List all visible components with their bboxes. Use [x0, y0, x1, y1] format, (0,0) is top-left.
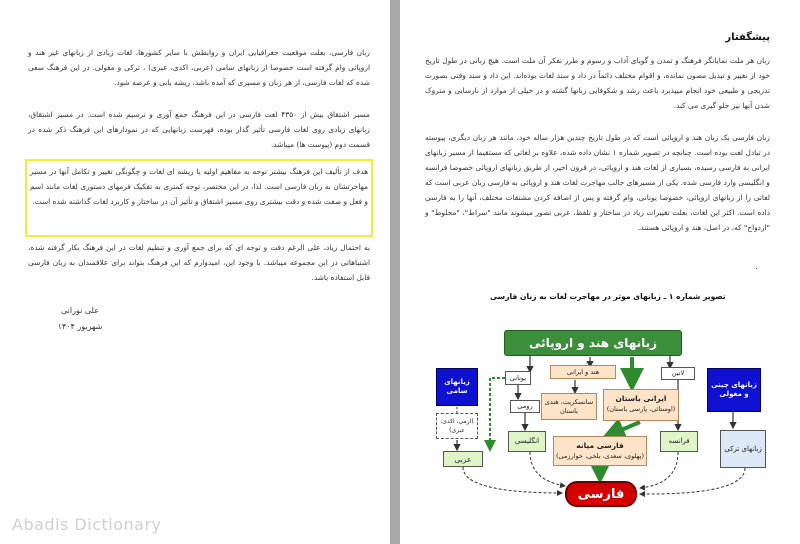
persian-box: فارسی — [565, 481, 637, 507]
french-box: فرانسه — [660, 431, 698, 452]
left-paragraph-2: مسیر اشتقاق بیش از ۴۳۵۰ لغت فارسی در این فرهنگ جمع آوری و ترسیم شده است. در مسیر اشتقاق، زبانهای زیادی روی لغات فارسی تأثیر گذار بوده، فهرست زبانهایی که در نمودارهای این فرهنگ ذکر شده در قسمت دوم (پیوست ها) میباشد. — [28, 110, 370, 149]
left-paragraph-1: زبان فارسی، بعلت موقعیت جغرافیایی ایران و روابطش با سایر کشورها، لغات زیادی از زبانهای غیر هند و اروپائی وام گرفته است خصوصا از زبانهای سامی (عربی، اکدی، عبری) ، ترکی و مغولی. در این فرهنگ سعی شده که لغات فارسی، از هر زبان و مسیری که آمده باشد، ریشه یابی و عرضه شود. — [28, 48, 370, 87]
date: شهریور ۱۴۰۴ — [57, 322, 103, 331]
semitic-box: زبانهای سامی — [436, 368, 478, 406]
chinese-mongol-box: زبانهای چینی و مغولی — [707, 368, 761, 412]
latin-box: لاتین — [661, 367, 695, 380]
middle-persian-title: فارسی میانه — [576, 441, 624, 450]
roman-box: رومی — [510, 400, 540, 413]
left-paragraph-4: به احتمال زیاد، علی الرغم دقت و توجه ای که برای جمع آوری و تنظیم لغات در این فرهنگ بکار گرفته شده، اشتباهاتی در این مجموعه میباشد. با وجود این، امیدوارم که این فرهنگ بتواند برای علاقمندان به زبان فارسی قابل استفاده باشد. — [28, 243, 370, 282]
middle-persian-box — [553, 436, 647, 466]
middle-persian-sub: (پهلوی، سغدی، بلخی، خوارزمی) — [556, 452, 644, 460]
author-name: علی نورانی — [61, 306, 99, 315]
list-dot: . — [755, 262, 758, 272]
right-paragraph-1: زبان هر ملت نمایانگر فرهنگ و تمدن و گویای آداب و رسوم و طرز تفکر آن ملت است. هیچ زبانی در طول تاریخ خود از تغییر و تبدیل مصون نمانده، و اقوام مختلف دائماً در داد و ستد لغات بوده‌اند. این داد و ستد وقتی بصورت تدریجی و طبیعی خود انجام میپذیرد باعث رشد و شکوفایی زبانها گشته و در خیلی از موارد از نارسایی و متروک شدن آنها نیز جلو گیری می کند. — [425, 56, 770, 110]
page-heading: پیشگفتار — [725, 32, 770, 43]
greek-box: یونانی — [505, 371, 531, 385]
sanskrit-box: سانسکریت، هندی باستان — [541, 393, 597, 420]
english-box: انگلیسی — [508, 431, 546, 452]
semitic-sub-box: (ارمی، اکدی، عبری) — [436, 413, 478, 439]
right-paragraph-2: زبان فارسی یک زبان هند و اروپائی است که در طول تاریخ چندین هزار ساله خود، مانند هر زبان دیگری، پیوسته در تبادل لغت بوده است. چنانچه در تصویر شماره ۱ نشان داده شده، علاوه بر لغاتی که مستقیما از مسیر زبانهای ایرانی به فارسی رسیده، بسیاری از لغات هند و اروپائی، در قرون اخیر، از طریق زبانهای اروپائی خصوصا فرانسه و انگلیسی وارد فارسی شده. یکی از مسیرهای جالب مهاجرت لغات هند و اروپائی به فارسی زبان عربی است که لغاتی را از زبانهای اروپائی، خصوصا یونانی، وام گرفته و پس از اضافه کردن مشتقات مختلف، آنها را به فارسی داده است. اکثر این لغات، بعلت تغییرات زیاد در ساختار و تلفظ، عربی تصور میشوند مانند "سراط"، "مخلوط" و "ازدواج" که، در اصل، هند و اروپائی هستند. — [425, 133, 770, 232]
ancient-iranian-box — [603, 389, 679, 421]
indo-european-box: زبانهای هند و اروپائی — [504, 330, 682, 356]
ancient-iranian-sub: (اوستائی، پارسی باستان) — [606, 405, 676, 413]
arabic-box: عربی — [443, 451, 483, 467]
figure-caption: تصویر شماره ۱ ـ زبانهای موثر در مهاجرت لغات به زبان فارسی — [490, 292, 726, 301]
site-watermark: Abadis Dictionary — [12, 515, 162, 534]
hindu-irani-box: هند و ایرانی — [550, 365, 616, 379]
ancient-iranian-title: ایرانی باستان — [615, 394, 667, 403]
turkic-box: زبانهای ترکی — [720, 430, 766, 468]
left-paragraph-3: هدف از تألیف این فرهنگ بیشتر توجه به مفاهیم اولیه یا ریشه ای لغات و چگونگی تغییر و تکامل آنها در مسیر مهاجرتشان به زبان فارسی است. لذا، در این مختصر، توجه کمتری به تفکیک فرمهای دستوری لغات مانند اسم و فعل و صفت شده و دقت بیشتری روی مسیر اشتقاق و تأثیر آن در ساختار و کاربرد لغات گذاشته شده است. — [30, 167, 368, 206]
